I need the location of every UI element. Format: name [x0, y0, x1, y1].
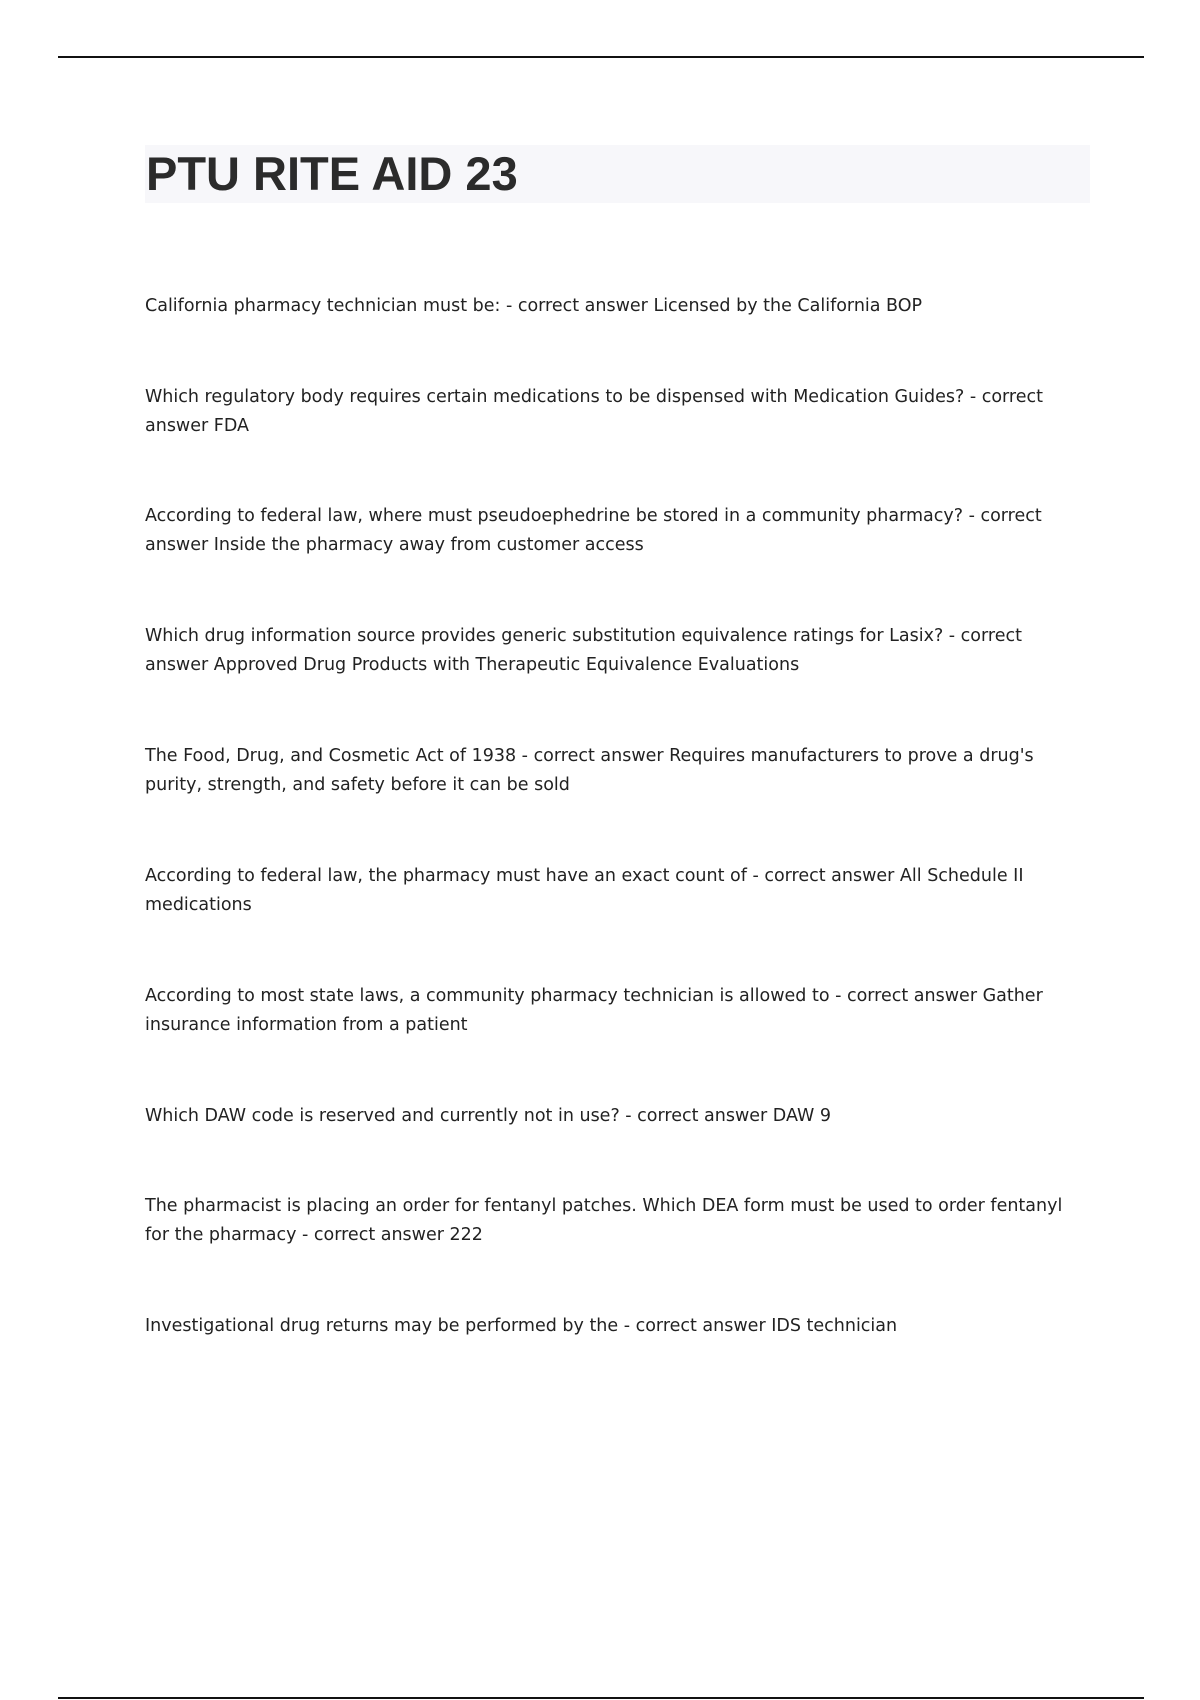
qa-item: Which regulatory body requires certain medications to be dispensed with Medication Guides? - correct answer FDA	[145, 387, 1043, 436]
bottom-rule	[58, 1697, 1144, 1699]
top-rule	[58, 56, 1144, 58]
qa-item: According to federal law, the pharmacy must have an exact count of - correct answer All Schedule II medications	[145, 866, 1024, 915]
qa-item: California pharmacy technician must be: - correct answer Licensed by the California BOP	[145, 296, 923, 316]
qa-item: According to federal law, where must pseudoephedrine be stored in a community pharmacy? - correct answer Inside the pharmacy away from customer access	[145, 506, 1042, 555]
qa-item: Investigational drug returns may be performed by the - correct answer IDS technician	[145, 1316, 898, 1336]
document-title: PTU RITE AID 23	[146, 147, 518, 200]
qa-item: The Food, Drug, and Cosmetic Act of 1938 - correct answer Requires manufacturers to prove a drug's purity, strength, and safety before it can be sold	[145, 746, 1034, 795]
qa-item: According to most state laws, a community pharmacy technician is allowed to - correct answer Gather insurance information from a patient	[145, 986, 1043, 1035]
qa-item: The pharmacist is placing an order for fentanyl patches. Which DEA form must be used to order fentanyl for the pharmacy - correct answer 222	[145, 1196, 1063, 1245]
qa-item: Which drug information source provides generic substitution equivalence ratings for Lasix? - correct answer Approved Drug Products with Therapeutic Equivalence Evaluations	[145, 626, 1022, 675]
qa-item: Which DAW code is reserved and currently not in use? - correct answer DAW 9	[145, 1106, 831, 1126]
